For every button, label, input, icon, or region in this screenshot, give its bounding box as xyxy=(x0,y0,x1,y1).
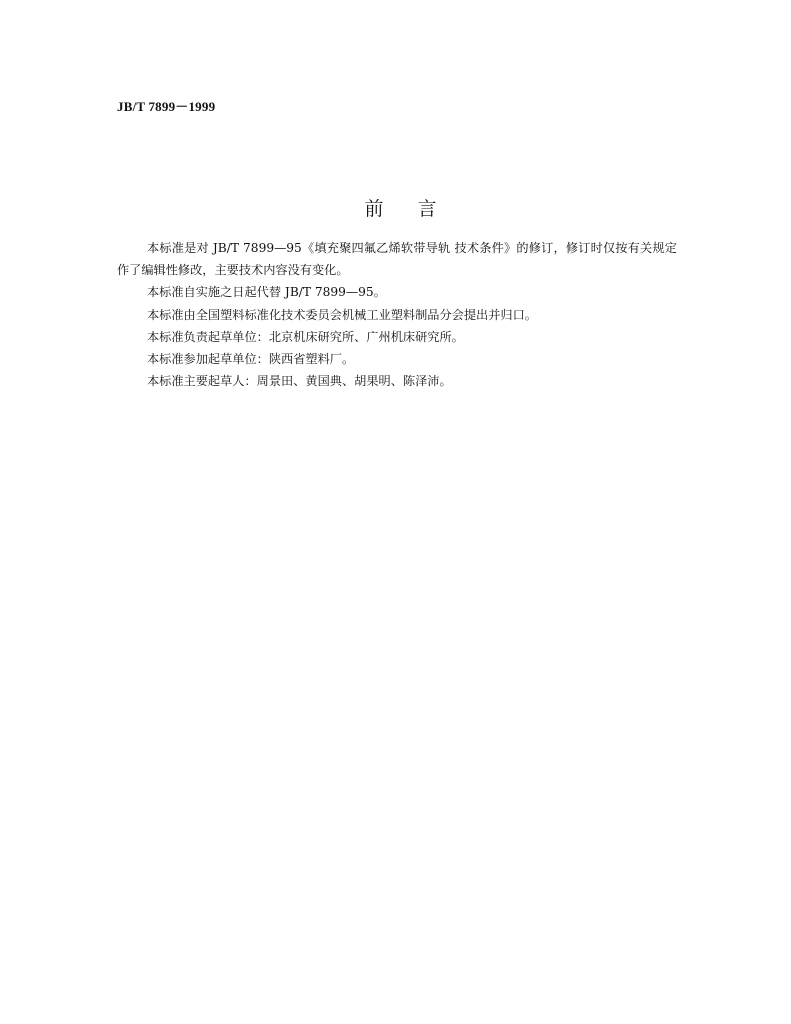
paragraph-revision-note: 本标准是对 JB/T 7899—95《填充聚四氟乙烯软带导轨 技术条件》的修订，修订时仅按有关规定作了编辑性修改，主要技术内容没有变化。 xyxy=(117,241,677,278)
paragraph-proposer: 本标准由全国塑料标准化技术委员会机械工业塑料制品分会提出并归口。 xyxy=(147,307,537,322)
standard-code: JB/T 7899－1999 xyxy=(117,99,216,114)
foreword-body xyxy=(117,237,677,392)
paragraph-responsible-drafters: 本标准负责起草单位：北京机床研究所、广州机床研究所。 xyxy=(147,329,464,344)
paragraph-participating-drafter: 本标准参加起草单位：陕西省塑料厂。 xyxy=(147,352,355,367)
paragraph-replacement: 本标准自实施之日起代替 JB/T 7899—95。 xyxy=(147,285,386,300)
page-title: 前言 xyxy=(364,198,471,220)
paragraph-main-drafters: 本标准主要起草人：周景田、黄国典、胡果明、陈泽沛。 xyxy=(147,374,452,389)
